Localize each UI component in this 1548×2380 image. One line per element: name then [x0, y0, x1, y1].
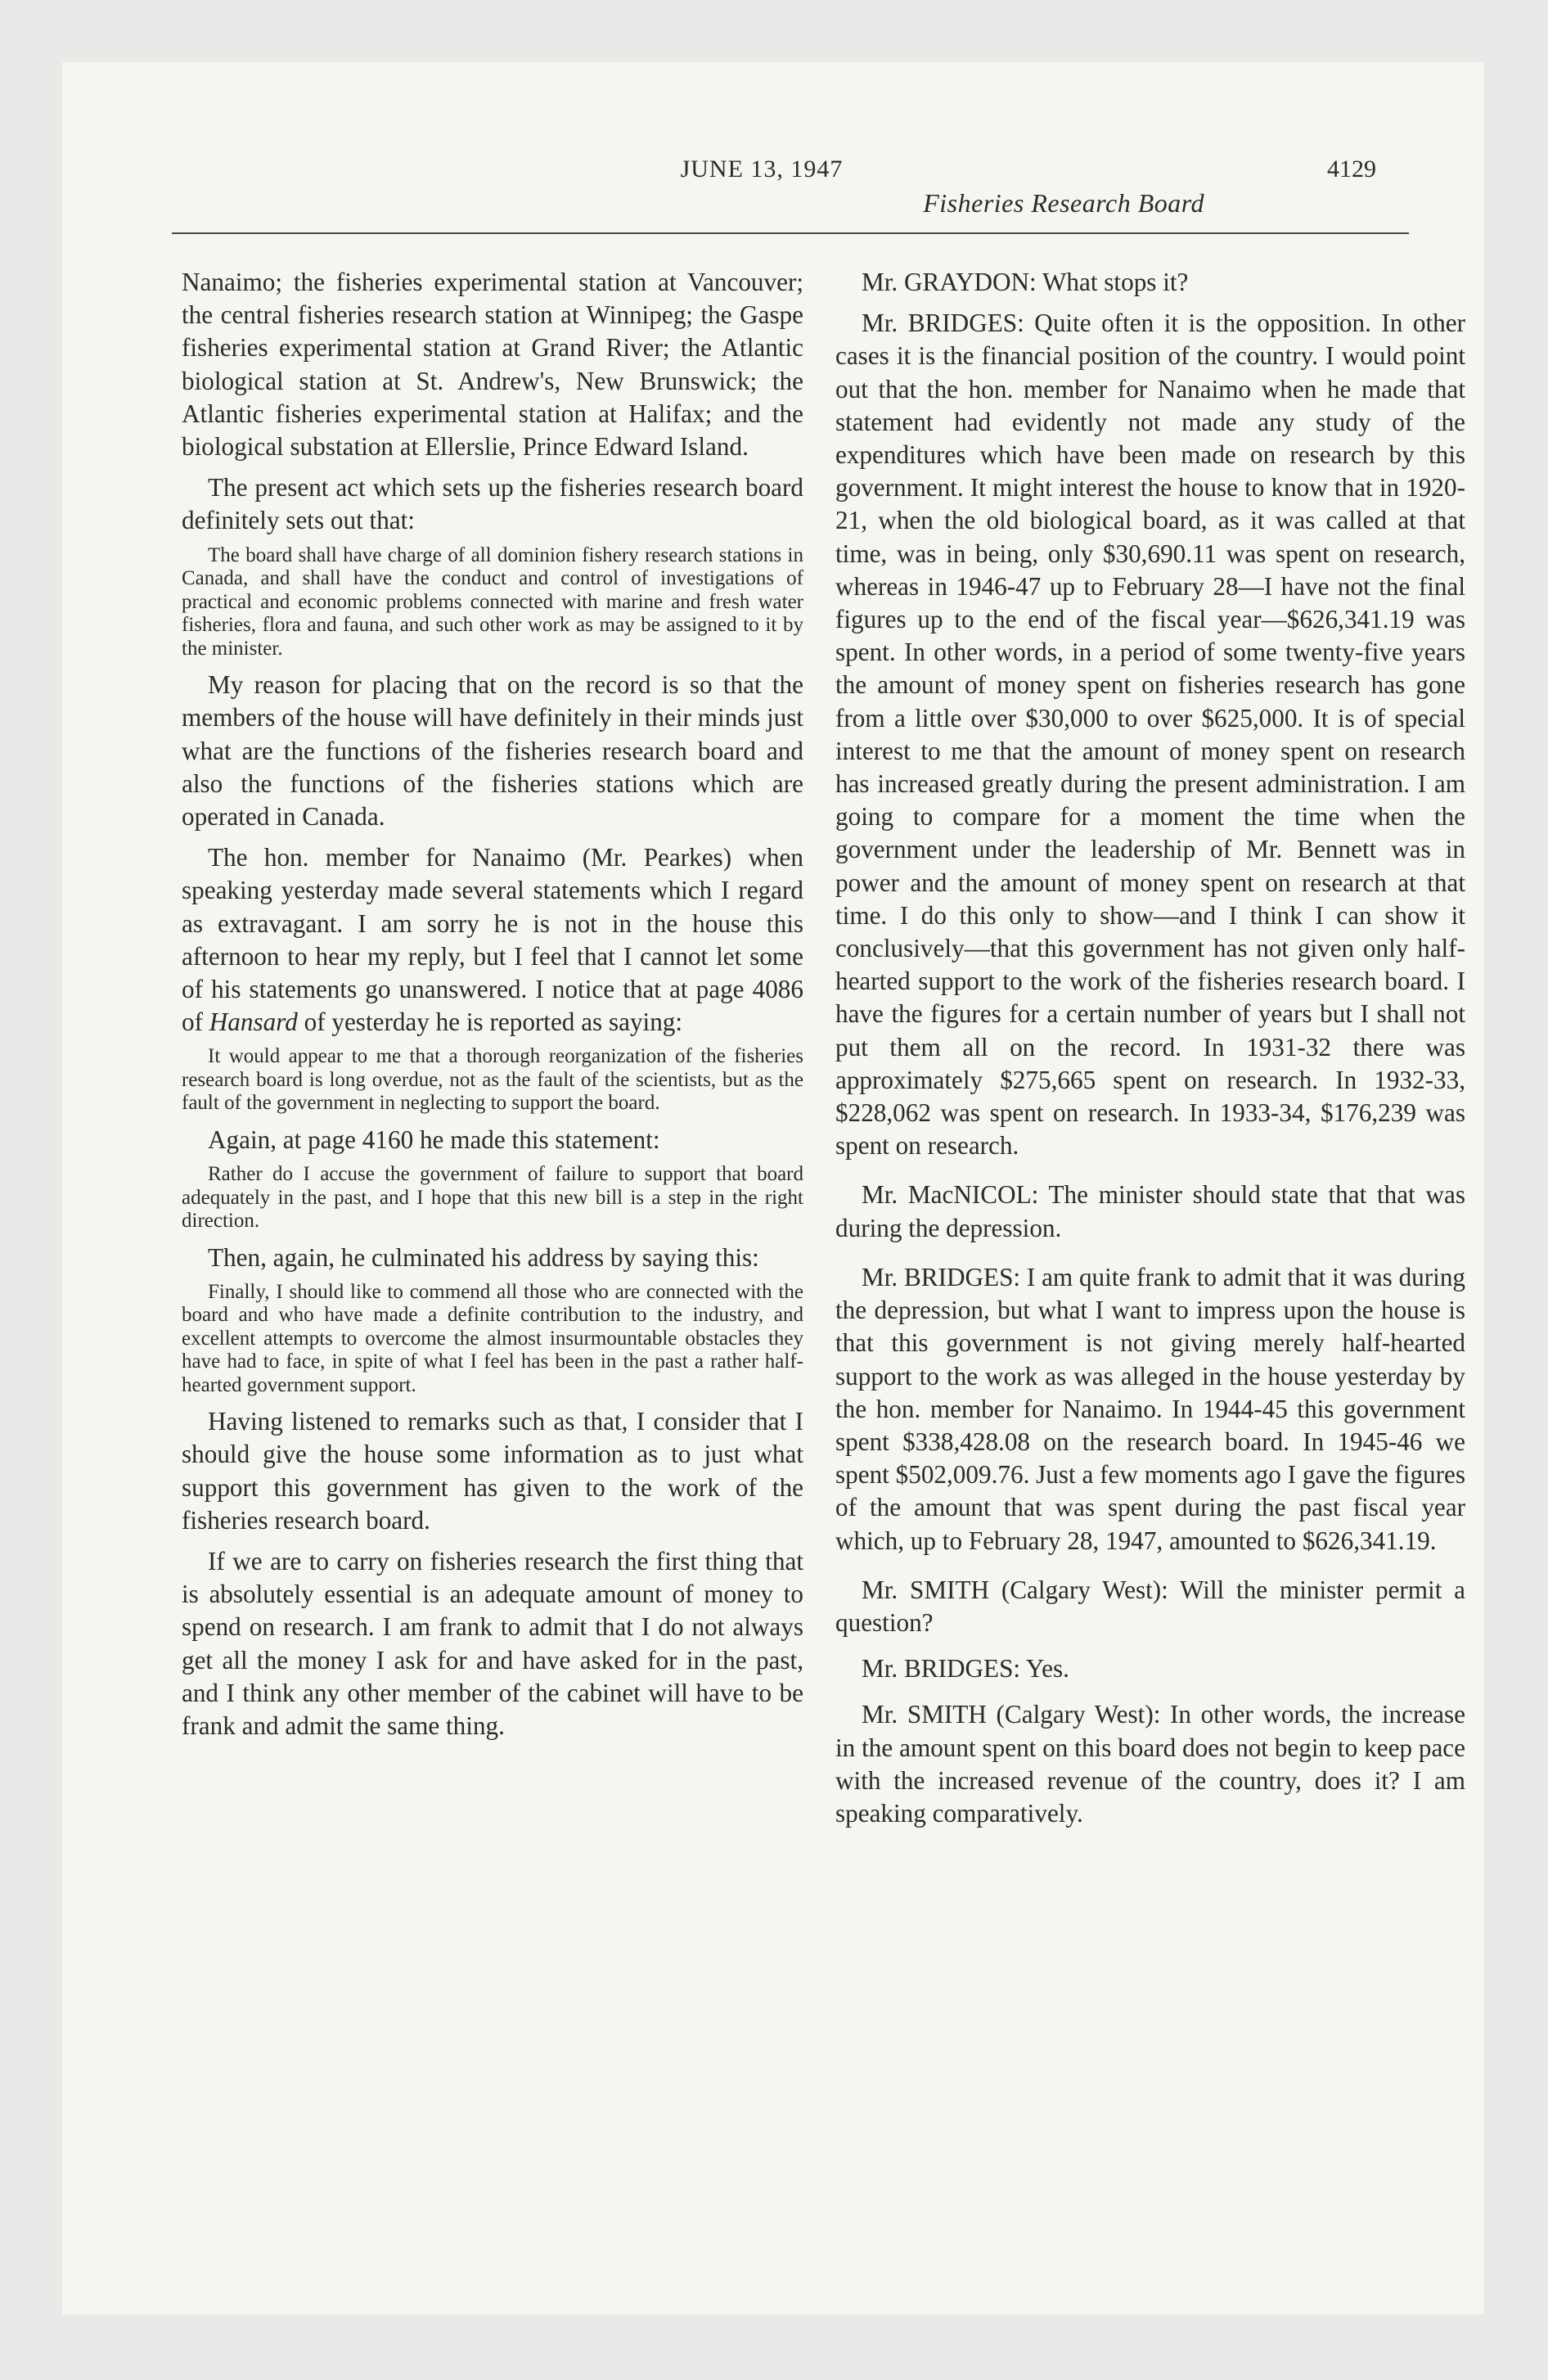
header-rule: [172, 232, 1409, 234]
speaker-line: Mr. MacNICOL: The minister should state that that was during the depression.: [835, 1180, 1465, 1242]
hansard-title: Hansard: [209, 1007, 298, 1037]
paragraph-text: of yesterday he is reported as saying:: [297, 1007, 683, 1037]
block-quote: Rather do I accuse the government of failure to support that board adequately in the past, and I hope that this new bill is a step in the right direction.: [182, 1163, 803, 1233]
block-quote: It would appear to me that a thorough reorganization of the fisheries research board is long overdue, not as the fault of the scientists, but as the fault of the government in neglecting to support the board.: [182, 1045, 803, 1115]
page-number: 4129: [1327, 156, 1376, 183]
paragraph: Nanaimo; the fisheries experimental station at Vancouver; the central fisheries research station at Winnipeg; the Gaspe fisheries experimental station at Grand River; the Atlantic biological station at St. Andrew's, New Brunswick; the Atlantic fisheries experimental station at Halifax; and the biological substation at Ellerslie, Prince Edward Island.: [182, 268, 803, 462]
speaker-line: Mr. GRAYDON: What stops it?: [862, 268, 1189, 296]
right-column: [835, 266, 1465, 1830]
block-quote: The board shall have charge of all dominion fishery research stations in Canada, and shall have the conduct and control of investigations of practical and economic problems connected with marine and fresh water fisheries, flora and fauna, and such other work as may be assigned to it by the minister.: [182, 543, 803, 660]
speaker-line: Mr. SMITH (Calgary West): In other words, the increase in the amount spent on this board does not begin to keep pace with the increased revenue of the country, does it? I am speaking comparatively.: [835, 1700, 1465, 1828]
paragraph: Then, again, he culminated his address by saying this:: [208, 1242, 759, 1272]
speaker-line: Mr. BRIDGES: Yes.: [862, 1654, 1069, 1684]
speaker-line: Mr. BRIDGES: I am quite frank to admit that it was during the depression, but what I want to impress upon the house is that this government is not giving merely half-hearted support to the work as was alleged in the house yesterday by the hon. member for Nanaimo. In 1944-45 this government spent $338,428.08 on the research board. In 1945-46 we spent $502,009.76. Just a few moments ago I gave the figures of the amount that was spent during the past fiscal year which, up to February 28, 1947, amounted to $626,341.19.: [835, 1262, 1466, 1555]
block-quote: Finally, I should like to commend all those who are connected with the board and who have made a definite contribution to the industry, and excellent attempts to overcome the almost insurmountable obstacles they have had to face, in spite of what I feel has been in the past a rather half-hearted government support.: [182, 1280, 803, 1396]
speaker-line: Mr. SMITH (Calgary West): Will the minister permit a question?: [835, 1575, 1465, 1637]
header-date: JUNE 13, 1947: [680, 156, 844, 183]
paragraph: The present act which sets up the fisheries research board definitely sets out that:: [182, 473, 803, 535]
paragraph: If we are to carry on fisheries research the first thing that is absolutely essential is an adequate amount of money to spend on research. I am frank to admit that I do not always get all the money I ask for and have asked for in the past, and I think any other member of the cabinet will have to be frank and admit the same thing.: [182, 1547, 803, 1741]
paragraph: My reason for placing that on the record is so that the members of the house will have definitely in their minds just what are the functions of the fisheries research board and also the functions of the fisheries stations which are operated in Canada.: [182, 670, 803, 831]
left-column: [182, 266, 803, 1742]
paragraph-text: The hon. member for Nanaimo (Mr. Pearkes) when speaking yesterday made several statements which I regard as extravagant. I am sorry he is not in the house this afternoon to hear my reply, but I feel that I cannot let some of his statements go unanswered. I notice that at page 4086 of: [182, 843, 803, 1037]
paragraph: Having listened to remarks such as that, I consider that I should give the house some information as to just what support this government has given to the work of the fisheries research board.: [182, 1407, 803, 1535]
page-header: [164, 156, 1376, 234]
header-section-title: Fisheries Research Board: [923, 188, 1204, 218]
paragraph: Again, at page 4160 he made this statement:: [208, 1125, 660, 1154]
paragraph: [182, 841, 803, 1039]
speaker-line: Mr. BRIDGES: Quite often it is the opposition. In other cases it is the financial position of the country. I would point out that the hon. member for Nanaimo when he made that statement had evidently not made any study of the expenditures which have been made on research by this government. It might interest the house to know that in 1920-21, when the old biological board, as it was called at that time, was in being, only $30,690.11 was spent on research, whereas in 1946-47 up to February 28—I have not the final figures up to the end of the fiscal year—$626,341.19 was spent. In other words, in a period of some twenty-five years the amount of money spent on fisheries research has gone from a little over $30,000 to over $625,000. It is of special interest to me that the amount of money spent on research has increased greatly during the present administration. I am going to compare for a moment the time when the government under the leadership of Mr. Bennett was in power and the amount of money spent on research at that time. I do this only to show—and I think I can show it conclusively—that this government has not given only half-hearted support to the work of the fisheries research board. I have the figures for a certain number of years but I shall not put them all on the record. In 1931-32 there was approximately $275,665 spent on research. In 1932-33, $228,062 was spent on research. In 1933-34, $176,239 was spent on research.: [835, 309, 1465, 1161]
